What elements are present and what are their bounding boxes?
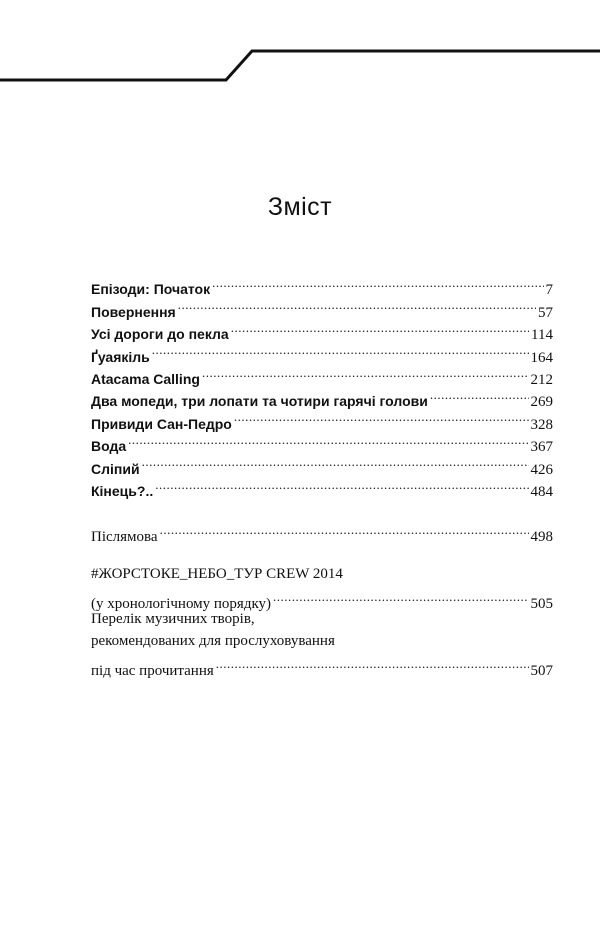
dot-leader <box>142 451 529 473</box>
chapter-list <box>91 272 553 500</box>
toc-entry-page: 367 <box>530 439 553 456</box>
toc-entry-page: 57 <box>538 304 553 321</box>
toc-entry-label: (у хронологічному порядку) <box>91 596 272 613</box>
toc-entry-chapter[interactable] <box>91 362 553 388</box>
toc-entry-page: 328 <box>530 416 553 433</box>
music-list-line-1: Перелік музичних творів, <box>91 611 255 628</box>
toc-entry-label: Ґуаякіль <box>91 348 150 365</box>
toc-entry-label: Вода <box>91 438 127 455</box>
toc-entry-label: Післямова <box>91 529 158 546</box>
toc-entry-page: 426 <box>530 461 553 478</box>
toc-entry-chapter[interactable] <box>91 474 553 500</box>
toc-entry-page: 212 <box>530 371 553 388</box>
toc-entry-label: Два мопеди, три лопати та чотири гарячі голови <box>91 393 428 410</box>
toc-entry-page: 505 <box>530 596 553 613</box>
toc-entry-chapter[interactable] <box>91 451 553 478</box>
toc-entry-page: 164 <box>530 349 553 366</box>
toc-entry-label: Привиди Сан-Педро <box>91 415 232 432</box>
toc-entry-label: Епізоди: Початок <box>91 281 211 298</box>
dot-leader <box>202 362 529 384</box>
toc-entry-page: 114 <box>531 327 553 344</box>
dot-leader <box>234 406 529 428</box>
toc-entry-page: 269 <box>530 394 553 411</box>
toc-entry-chapter[interactable] <box>91 339 553 366</box>
dot-leader <box>273 586 528 608</box>
toc-entry-chapter[interactable] <box>91 272 553 299</box>
toc-entry-page: 498 <box>530 529 553 546</box>
toc-entry-label: Усі дороги до пекла <box>91 326 229 343</box>
toc-entry-page: 7 <box>545 282 553 299</box>
toc-entry-chapter[interactable] <box>91 429 553 456</box>
toc-entry-label: Сліпий <box>91 460 140 477</box>
toc-entry-afterword[interactable] <box>91 519 553 546</box>
header-rule <box>0 0 600 90</box>
dot-leader <box>216 653 529 675</box>
dot-leader <box>155 474 528 496</box>
appendix-heading: #ЖОРСТОКЕ_НЕБО_ТУР CREW 2014 <box>91 566 343 583</box>
dot-leader <box>178 294 536 316</box>
table-of-contents <box>91 272 553 680</box>
dot-leader <box>231 317 529 339</box>
dot-leader <box>430 384 529 406</box>
toc-entry-label: під час прочитання <box>91 663 214 680</box>
dot-leader <box>212 272 543 294</box>
dot-leader <box>128 429 528 451</box>
toc-entry-chronology[interactable] <box>91 586 553 613</box>
toc-entry-page: 507 <box>530 663 553 680</box>
toc-entry-label: Повернення <box>91 303 176 320</box>
toc-entry-label: Кінець?.. <box>91 482 154 499</box>
toc-entry-music-list[interactable] <box>91 653 553 680</box>
toc-entry-page: 484 <box>530 483 553 500</box>
music-list-line-2: рекомендованих для прослуховування <box>91 633 335 650</box>
page-title: Зміст <box>267 193 333 221</box>
dot-leader <box>160 519 529 541</box>
toc-entry-label: Atacama Calling <box>91 370 200 387</box>
dot-leader <box>152 339 529 361</box>
